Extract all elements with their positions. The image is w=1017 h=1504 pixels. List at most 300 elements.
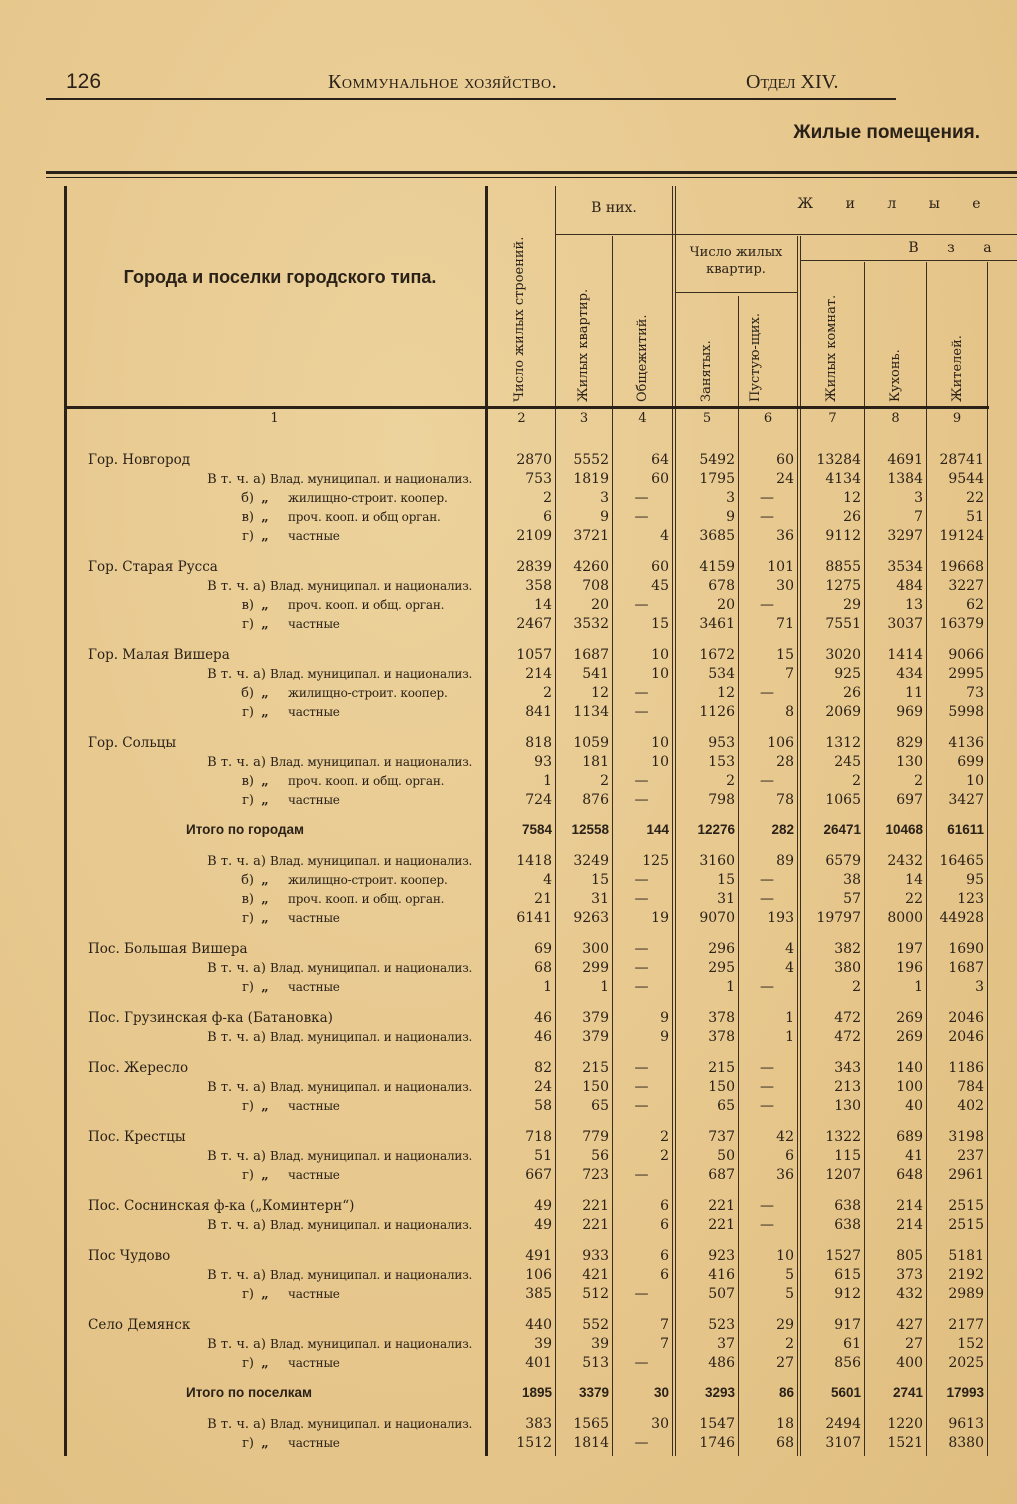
- cell-col-9: 152: [957, 1336, 984, 1352]
- cell-col-5: 296: [708, 941, 735, 957]
- cell-col-8: 648: [896, 1167, 923, 1183]
- cell-col-9: 3427: [948, 792, 984, 808]
- row-prefix: г): [242, 1356, 254, 1371]
- cell-col-7: 638: [834, 1217, 861, 1233]
- cell-col-5: 1795: [699, 471, 735, 487]
- cell-col-5: 3: [726, 490, 735, 506]
- row-label: Влад. муниципал. и национализ.: [270, 1080, 473, 1094]
- cell-col-6: 15: [776, 647, 794, 663]
- row-prefix: В т. ч. а): [207, 667, 266, 682]
- row-prefix: б): [241, 491, 254, 506]
- cell-col-7: 19797: [816, 910, 861, 926]
- cell-col-6: —: [760, 1217, 774, 1233]
- row-label: Гор. Новгород: [88, 452, 191, 468]
- cell-col-5: 1: [726, 979, 735, 995]
- cell-col-5: 12276: [697, 822, 735, 837]
- cell-col-2: 4: [543, 872, 552, 888]
- row-label: жилищно-строит. коопер.: [288, 491, 448, 505]
- table-row: [0, 1029, 1017, 1048]
- cell-col-7: 343: [834, 1060, 861, 1076]
- cell-col-4: —: [634, 960, 649, 976]
- cell-col-4: 7: [660, 1317, 669, 1333]
- row-prefix: В т. ч. а): [207, 1268, 266, 1283]
- col-number-2: 2: [517, 411, 526, 426]
- cell-col-5: 31: [717, 891, 735, 907]
- cell-col-8: 3297: [887, 528, 923, 544]
- header-rule-vza: [800, 260, 1017, 261]
- cell-col-4: 6: [660, 1267, 669, 1283]
- cell-col-3: 1059: [573, 735, 609, 751]
- cell-col-3: 181: [582, 754, 609, 770]
- cell-col-2: 1512: [516, 1435, 552, 1451]
- cell-col-9: 17993: [946, 1385, 984, 1400]
- row-prefix: в): [241, 892, 254, 907]
- total-label: Итого по городам: [186, 822, 305, 837]
- header-rule-level1: [555, 234, 1017, 235]
- cell-col-2: 2: [543, 490, 552, 506]
- total-row: [0, 1384, 1017, 1403]
- row-prefix: В т. ч. а): [207, 1337, 266, 1352]
- cell-col-5: 1547: [699, 1416, 735, 1432]
- cell-col-2: 440: [525, 1317, 552, 1333]
- cell-col-3: 9: [600, 509, 609, 525]
- stub-header: Города и поселки городского типа.: [123, 267, 437, 287]
- table-row: [0, 1317, 1017, 1336]
- cell-col-9: 123: [957, 891, 984, 907]
- cell-col-8: 10468: [885, 822, 923, 837]
- table-row: [0, 1129, 1017, 1148]
- cell-col-7: 13284: [816, 452, 861, 468]
- cell-col-9: 2046: [948, 1029, 984, 1045]
- cell-col-6: 36: [776, 1167, 794, 1183]
- cell-col-3: 39: [591, 1336, 609, 1352]
- cell-col-8: 41: [905, 1148, 923, 1164]
- cell-col-6: 30: [776, 578, 794, 594]
- cell-col-8: 697: [896, 792, 923, 808]
- cell-col-4: —: [634, 1079, 649, 1095]
- cell-col-7: 7551: [825, 616, 861, 632]
- cell-col-3: 15: [591, 872, 609, 888]
- cell-col-9: 16465: [939, 853, 984, 869]
- cell-col-7: 638: [834, 1198, 861, 1214]
- table-row: [0, 1267, 1017, 1286]
- row-label: частные: [288, 1356, 340, 1370]
- cell-col-2: 385: [525, 1286, 552, 1302]
- cell-col-6: 8: [785, 704, 794, 720]
- cell-col-4: —: [634, 1355, 649, 1371]
- cell-col-4: —: [634, 792, 649, 808]
- cell-col-9: 22: [966, 490, 984, 506]
- row-prefix: В т. ч. а): [207, 472, 266, 487]
- cell-col-8: 1384: [887, 471, 923, 487]
- row-label: частные: [288, 529, 340, 543]
- table-row: [0, 1248, 1017, 1267]
- table-row: [0, 960, 1017, 979]
- group-header-zhilye: Ж и л ы е: [797, 196, 995, 212]
- cell-col-5: 65: [717, 1098, 735, 1114]
- cell-col-9: 2177: [948, 1317, 984, 1333]
- cell-col-3: 150: [582, 1079, 609, 1095]
- row-label: частные: [288, 793, 340, 807]
- cell-col-9: 237: [957, 1148, 984, 1164]
- row-label: проч. кооп. и общ орган.: [288, 510, 441, 524]
- row-prefix: в): [241, 510, 254, 525]
- ditto-mark: „: [261, 491, 269, 506]
- row-prefix: б): [241, 873, 254, 888]
- cell-col-7: 6579: [825, 853, 861, 869]
- row-label: Пос. Большая Вишера: [88, 941, 248, 957]
- total-row: [0, 821, 1017, 840]
- cell-col-5: 153: [708, 754, 735, 770]
- cell-col-2: 718: [525, 1129, 552, 1145]
- ditto-mark: „: [261, 793, 269, 808]
- cell-col-2: 106: [525, 1267, 552, 1283]
- cell-col-6: —: [760, 685, 774, 701]
- table-row: [0, 891, 1017, 910]
- cell-col-3: 1565: [573, 1416, 609, 1432]
- table-row: [0, 704, 1017, 723]
- cell-col-2: 7584: [521, 822, 552, 837]
- cell-col-4: 60: [651, 559, 669, 575]
- cell-col-6: 193: [767, 910, 794, 926]
- cell-col-3: 65: [591, 1098, 609, 1114]
- cell-col-4: —: [634, 685, 649, 701]
- cell-col-3: 299: [582, 960, 609, 976]
- row-label: Пос. Грузинская ф-ка (Батановка): [88, 1010, 333, 1026]
- table-row: [0, 1336, 1017, 1355]
- ditto-mark: „: [261, 1168, 269, 1183]
- cell-col-3: 1: [600, 979, 609, 995]
- cell-col-4: 9: [660, 1029, 669, 1045]
- page-number: 126: [66, 70, 102, 93]
- cell-col-4: 30: [653, 1385, 669, 1400]
- ditto-mark: „: [261, 1287, 269, 1302]
- cell-col-8: 269: [896, 1010, 923, 1026]
- cell-col-3: 31: [591, 891, 609, 907]
- ditto-mark: „: [261, 598, 269, 613]
- cell-col-7: 26471: [823, 822, 861, 837]
- col-number-1: 1: [270, 411, 279, 426]
- header-rule-chislo: [675, 292, 797, 293]
- cell-col-3: 2: [600, 773, 609, 789]
- row-label: Влад. муниципал. и национализ.: [270, 1218, 473, 1232]
- row-label: Влад. муниципал. и национализ.: [270, 1337, 473, 1351]
- cell-col-8: 214: [896, 1217, 923, 1233]
- cell-col-6: 29: [776, 1317, 794, 1333]
- cell-col-9: 2961: [948, 1167, 984, 1183]
- cell-col-2: 58: [534, 1098, 552, 1114]
- table-row: [0, 941, 1017, 960]
- cell-col-9: 10: [966, 773, 984, 789]
- cell-col-2: 6141: [516, 910, 552, 926]
- cell-col-8: 434: [896, 666, 923, 682]
- cell-col-6: —: [760, 872, 774, 888]
- cell-col-4: 19: [651, 910, 669, 926]
- cell-col-9: 2046: [948, 1010, 984, 1026]
- row-prefix: г): [242, 793, 254, 808]
- cell-col-4: —: [634, 490, 649, 506]
- cell-col-9: 19668: [939, 559, 984, 575]
- cell-col-3: 723: [582, 1167, 609, 1183]
- table-row: [0, 735, 1017, 754]
- cell-col-2: 49: [534, 1217, 552, 1233]
- table-row: [0, 528, 1017, 547]
- cell-col-4: —: [634, 1167, 649, 1183]
- table-row: [0, 509, 1017, 528]
- cell-col-9: 3: [975, 979, 984, 995]
- cell-col-6: —: [760, 597, 774, 613]
- cell-col-2: 401: [525, 1355, 552, 1371]
- cell-col-6: 28: [776, 754, 794, 770]
- cell-col-2: 68: [534, 960, 552, 976]
- row-prefix: г): [242, 980, 254, 995]
- cell-col-6: —: [760, 1198, 774, 1214]
- cell-col-6: 10: [776, 1248, 794, 1264]
- col-number-8: 8: [891, 411, 900, 426]
- cell-col-5: 37: [717, 1336, 735, 1352]
- cell-col-9: 9066: [948, 647, 984, 663]
- row-prefix: г): [242, 1287, 254, 1302]
- cell-col-7: 925: [834, 666, 861, 682]
- cell-col-2: 214: [525, 666, 552, 682]
- table-row: [0, 1098, 1017, 1117]
- cell-col-3: 933: [582, 1248, 609, 1264]
- cell-col-9: 2989: [948, 1286, 984, 1302]
- cell-col-5: 3685: [699, 528, 735, 544]
- cell-col-2: 21: [534, 891, 552, 907]
- cell-col-2: 1057: [516, 647, 552, 663]
- cell-col-3: 421: [582, 1267, 609, 1283]
- cell-col-7: 5601: [830, 1385, 861, 1400]
- row-label: Пос Чудово: [88, 1248, 171, 1264]
- cell-col-6: 27: [776, 1355, 794, 1371]
- cell-col-4: —: [634, 704, 649, 720]
- cell-col-6: 89: [776, 853, 794, 869]
- cell-col-8: 805: [896, 1248, 923, 1264]
- cell-col-5: 9: [726, 509, 735, 525]
- cell-col-7: 615: [834, 1267, 861, 1283]
- col-header-6: Пустую-щих.: [748, 312, 763, 402]
- cell-col-5: 923: [708, 1248, 735, 1264]
- cell-col-2: 1: [543, 773, 552, 789]
- table-row: [0, 1148, 1017, 1167]
- cell-col-6: —: [760, 509, 774, 525]
- table-row: [0, 1079, 1017, 1098]
- cell-col-2: 69: [534, 941, 552, 957]
- cell-col-8: 969: [896, 704, 923, 720]
- row-label: Влад. муниципал. и национализ.: [270, 579, 473, 593]
- cell-col-7: 213: [834, 1079, 861, 1095]
- cell-col-6: —: [760, 1098, 774, 1114]
- cell-col-5: 953: [708, 735, 735, 751]
- row-label: Влад. муниципал. и национализ.: [270, 472, 473, 486]
- cell-col-4: 30: [651, 1416, 669, 1432]
- ditto-mark: „: [261, 1356, 269, 1371]
- ditto-mark: „: [261, 911, 269, 926]
- cell-col-9: 16379: [939, 616, 984, 632]
- cell-col-3: 379: [582, 1010, 609, 1026]
- cell-col-7: 8855: [825, 559, 861, 575]
- cell-col-9: 61611: [947, 822, 984, 837]
- cell-col-6: —: [760, 1079, 774, 1095]
- cell-col-7: 38: [843, 872, 861, 888]
- cell-col-7: 1527: [825, 1248, 861, 1264]
- cell-col-7: 472: [834, 1029, 861, 1045]
- col-header-8: Кухонь.: [888, 349, 903, 402]
- cell-col-3: 512: [582, 1286, 609, 1302]
- cell-col-2: 2870: [516, 452, 552, 468]
- cell-col-5: 3293: [704, 1385, 735, 1400]
- cell-col-8: 2: [914, 773, 923, 789]
- cell-col-6: —: [760, 891, 774, 907]
- row-prefix: В т. ч. а): [207, 1149, 266, 1164]
- cell-col-3: 876: [582, 792, 609, 808]
- cell-col-4: —: [634, 509, 649, 525]
- cell-col-8: 14: [905, 872, 923, 888]
- cell-col-8: 3037: [887, 616, 923, 632]
- cell-col-4: —: [634, 891, 649, 907]
- cell-col-3: 221: [582, 1198, 609, 1214]
- col-header-5: Занятых.: [699, 340, 714, 402]
- cell-col-9: 62: [966, 597, 984, 613]
- cell-col-6: 24: [776, 471, 794, 487]
- cell-col-7: 3020: [825, 647, 861, 663]
- cell-col-2: 2109: [516, 528, 552, 544]
- cell-col-5: 150: [708, 1079, 735, 1095]
- cell-col-9: 2995: [948, 666, 984, 682]
- cell-col-4: —: [634, 1060, 649, 1076]
- cell-col-6: 42: [776, 1129, 794, 1145]
- row-prefix: г): [242, 1436, 254, 1451]
- cell-col-9: 2192: [948, 1267, 984, 1283]
- cell-col-2: 1: [543, 979, 552, 995]
- table-row: [0, 597, 1017, 616]
- cell-col-4: —: [634, 1098, 649, 1114]
- group-header-vza: В з а: [908, 240, 1004, 256]
- cell-col-8: 1: [914, 979, 923, 995]
- cell-col-5: 2: [726, 773, 735, 789]
- cell-col-8: 7: [914, 509, 923, 525]
- row-label: жилищно-строит. коопер.: [288, 873, 448, 887]
- cell-col-9: 95: [966, 872, 984, 888]
- cell-col-6: 106: [767, 735, 794, 751]
- col-number-4: 4: [638, 411, 647, 426]
- row-label: Пос. Крестцы: [88, 1129, 186, 1145]
- cell-col-7: 912: [834, 1286, 861, 1302]
- cell-col-3: 3532: [573, 616, 609, 632]
- table-row: [0, 1286, 1017, 1305]
- cell-col-3: 1819: [573, 471, 609, 487]
- cell-col-8: 4691: [887, 452, 923, 468]
- row-label: частные: [288, 1168, 340, 1182]
- table-row: [0, 1167, 1017, 1186]
- row-prefix: г): [242, 911, 254, 926]
- row-label: Влад. муниципал. и национализ.: [270, 1417, 473, 1431]
- row-prefix: В т. ч. а): [207, 1218, 266, 1233]
- table-row: [0, 1435, 1017, 1454]
- table-row: [0, 773, 1017, 792]
- cell-col-3: 4260: [573, 559, 609, 575]
- cell-col-2: 82: [534, 1060, 552, 1076]
- cell-col-6: 36: [776, 528, 794, 544]
- col-header-4: Общежитий.: [635, 314, 650, 402]
- row-label: Влад. муниципал. и национализ.: [270, 667, 473, 681]
- cell-col-5: 3160: [699, 853, 735, 869]
- cell-col-3: 215: [582, 1060, 609, 1076]
- row-label: Пос. Жересло: [88, 1060, 189, 1076]
- cell-col-2: 49: [534, 1198, 552, 1214]
- table-row: [0, 1355, 1017, 1374]
- row-prefix: в): [241, 598, 254, 613]
- cell-col-5: 1746: [699, 1435, 735, 1451]
- cell-col-7: 917: [834, 1317, 861, 1333]
- cell-col-3: 1814: [573, 1435, 609, 1451]
- cell-col-6: 1: [785, 1010, 794, 1026]
- cell-col-9: 1690: [948, 941, 984, 957]
- cell-col-5: 221: [708, 1217, 735, 1233]
- cell-col-4: 125: [642, 853, 669, 869]
- cell-col-8: 11: [905, 685, 923, 701]
- cell-col-7: 856: [834, 1355, 861, 1371]
- row-prefix: В т. ч. а): [207, 579, 266, 594]
- row-label: Гор. Сольцы: [88, 735, 177, 751]
- cell-col-4: 6: [660, 1217, 669, 1233]
- row-label: проч. кооп. и общ. орган.: [288, 892, 445, 906]
- cell-col-8: 27: [905, 1336, 923, 1352]
- cell-col-7: 29: [843, 597, 861, 613]
- cell-col-4: 4: [660, 528, 669, 544]
- cell-col-8: 1414: [887, 647, 923, 663]
- cell-col-8: 484: [896, 578, 923, 594]
- cell-col-4: 10: [651, 735, 669, 751]
- header-bottom-rule: [64, 406, 989, 409]
- cell-col-5: 9070: [699, 910, 735, 926]
- row-label: частные: [288, 1099, 340, 1113]
- cell-col-3: 708: [582, 578, 609, 594]
- cell-col-6: —: [760, 773, 774, 789]
- row-label: Село Демянск: [88, 1317, 191, 1333]
- cell-col-9: 28741: [939, 452, 984, 468]
- cell-col-5: 378: [708, 1029, 735, 1045]
- cell-col-9: 1186: [948, 1060, 984, 1076]
- cell-col-7: 12: [843, 490, 861, 506]
- col-number-5: 5: [702, 411, 712, 426]
- ditto-mark: „: [261, 510, 269, 525]
- cell-col-9: 19124: [939, 528, 984, 544]
- ditto-mark: „: [261, 892, 269, 907]
- cell-col-9: 2515: [948, 1198, 984, 1214]
- cell-col-4: 2: [660, 1148, 669, 1164]
- header-rule: [46, 98, 896, 100]
- cell-col-4: —: [634, 773, 649, 789]
- cell-col-8: 427: [896, 1317, 923, 1333]
- cell-col-9: 4136: [948, 735, 984, 751]
- cell-col-9: 3227: [948, 578, 984, 594]
- cell-col-5: 416: [708, 1267, 735, 1283]
- cell-col-3: 552: [582, 1317, 609, 1333]
- cell-col-3: 1134: [573, 704, 609, 720]
- cell-col-9: 5998: [948, 704, 984, 720]
- cell-col-3: 541: [582, 666, 609, 682]
- cell-col-5: 523: [708, 1317, 735, 1333]
- cell-col-3: 3249: [573, 853, 609, 869]
- cell-col-2: 753: [525, 471, 552, 487]
- cell-col-6: 1: [785, 1029, 794, 1045]
- cell-col-3: 3379: [578, 1385, 609, 1400]
- cell-col-7: 26: [843, 509, 861, 525]
- cell-col-8: 432: [896, 1286, 923, 1302]
- row-prefix: В т. ч. а): [207, 961, 266, 976]
